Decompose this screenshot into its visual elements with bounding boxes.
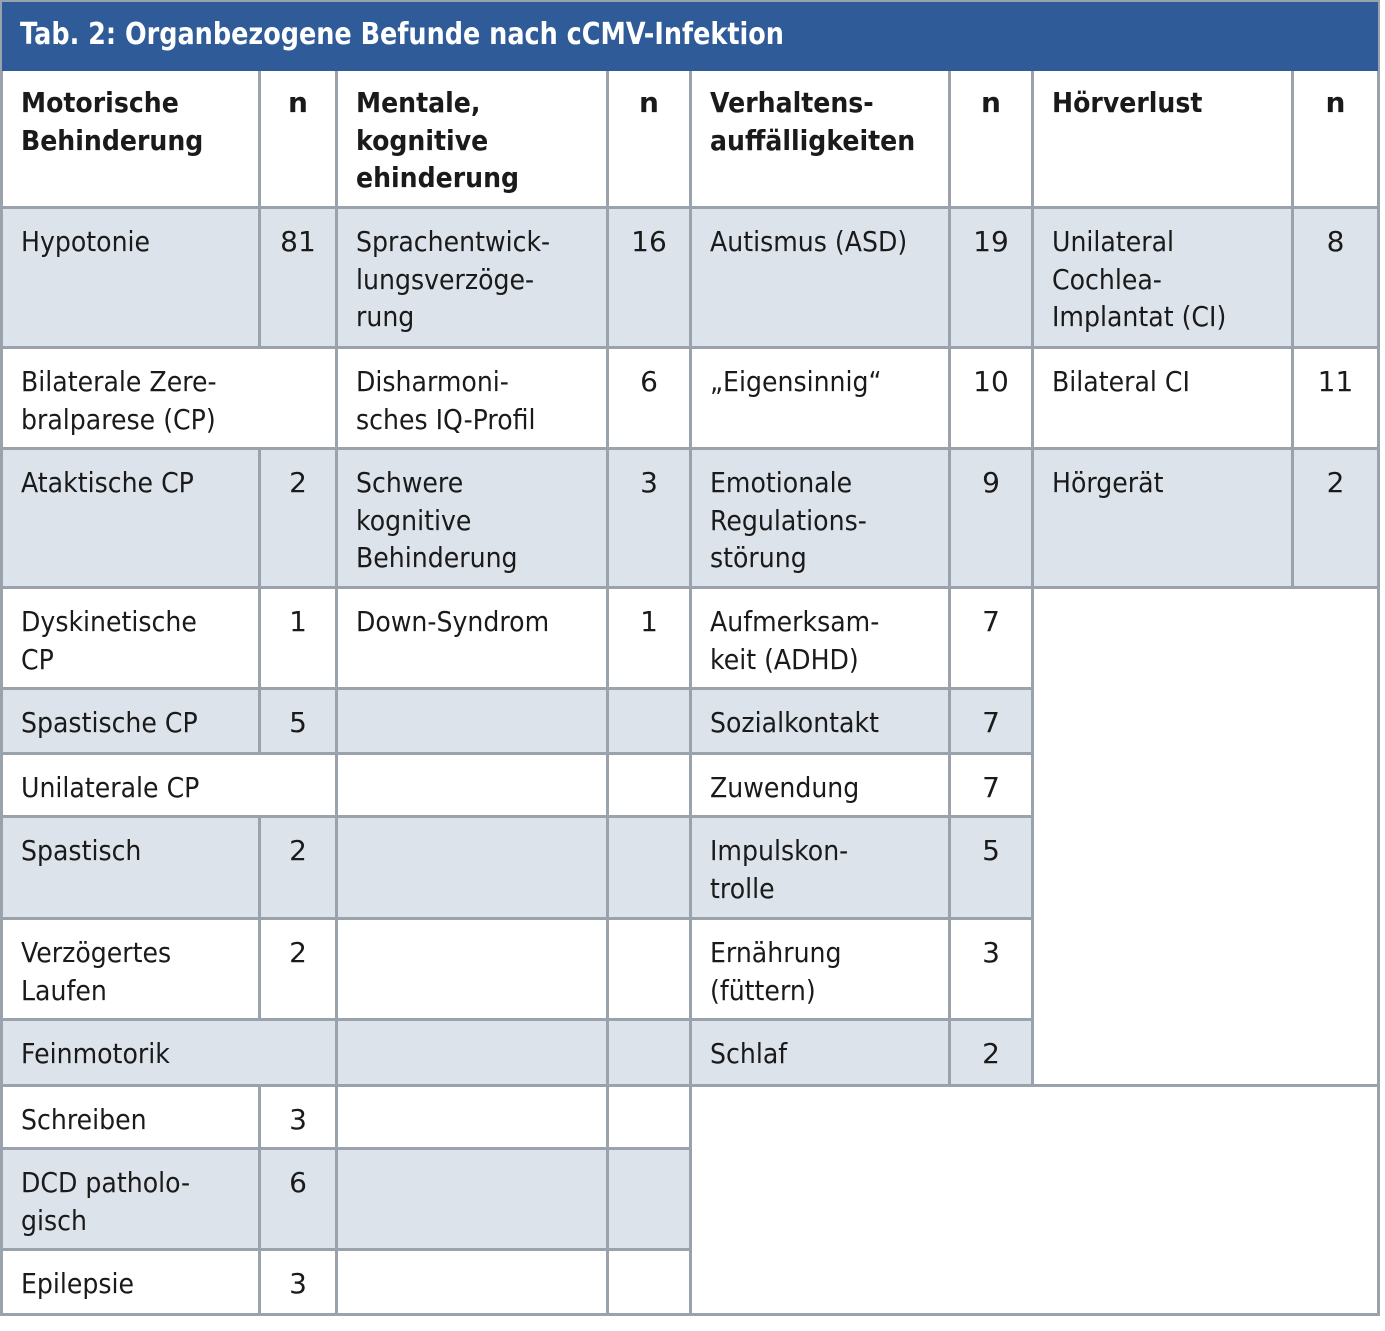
- mental-empty-n-cell: [609, 1150, 692, 1251]
- mental-row-n-text: 3: [640, 466, 658, 499]
- motor-row-n: [261, 818, 338, 920]
- hearing-row-label-text: Hörgerät: [1052, 466, 1164, 499]
- motor-row-n-text: 3: [289, 1267, 307, 1300]
- behav-row-label: [692, 755, 951, 818]
- motor-row-label: [0, 1021, 338, 1087]
- hearing-row-n-text: 2: [1326, 466, 1345, 499]
- motor-row-label: [0, 920, 261, 1021]
- mental-row-label-text: Sprachentwick- lungsverzöge- rung: [356, 225, 551, 333]
- mental-row-label: [338, 589, 609, 690]
- mental-empty-cell: [338, 755, 609, 818]
- behav-row-label: [692, 690, 951, 755]
- motor-row-n: [261, 1251, 338, 1316]
- motor-row-n: [261, 589, 338, 690]
- mental-empty-cell: [338, 1251, 609, 1316]
- behav-row-n-text: 3: [982, 936, 1000, 969]
- behav-row-n-text: 5: [982, 834, 1000, 867]
- motor-row-label-text: Dyskinetische CP: [21, 605, 197, 676]
- mental-row-label-text: Down-Syndrom: [356, 605, 550, 638]
- motor-row-label: [0, 755, 338, 818]
- motor-row-label: [0, 209, 261, 349]
- motor-row-n: [261, 1087, 338, 1150]
- behav-row-label-text: Sozialkontakt: [710, 706, 879, 739]
- motor-row-label: [0, 589, 261, 690]
- behav-row-n: [951, 589, 1034, 690]
- header-mental-text: Mentale, kognitive ehinderung: [356, 86, 520, 194]
- mental-empty-cell: [338, 1087, 609, 1150]
- hearing-row-n: [1294, 209, 1380, 349]
- mental-row-n: [609, 209, 692, 349]
- motor-row-n-text: 3: [289, 1103, 307, 1136]
- header-mental-n: [609, 71, 692, 209]
- header-behav-n-text: n: [981, 86, 1001, 119]
- motor-row-label-text: Epilepsie: [21, 1267, 135, 1300]
- motor-row-n-text: 2: [289, 466, 307, 499]
- motor-row-label-text: Unilaterale CP: [21, 771, 200, 804]
- mental-row-n: [609, 589, 692, 690]
- motor-row-n-text: 2: [289, 834, 307, 867]
- behav-row-label: [692, 589, 951, 690]
- behav-row-label: [692, 450, 951, 589]
- behav-row-n-text: 7: [982, 706, 1000, 739]
- motor-row-n-text: 2: [289, 936, 307, 969]
- behav-row-label-text: Emotionale Regulations- störung: [710, 466, 867, 574]
- mental-empty-cell: [338, 920, 609, 1021]
- mental-empty-n-cell: [609, 1021, 692, 1087]
- motor-row-n: [261, 920, 338, 1021]
- mental-row-label: [338, 349, 609, 450]
- behav-row-label: [692, 1021, 951, 1087]
- motor-row-label: [0, 450, 261, 589]
- hearing-row-label-text: Unilateral Cochlea- Implantat (CI): [1052, 225, 1227, 333]
- motor-row-label: [0, 690, 261, 755]
- mental-empty-cell: [338, 690, 609, 755]
- motor-row-n: [261, 209, 338, 349]
- hearing-row-label-text: Bilateral CI: [1052, 365, 1190, 398]
- mental-empty-n-cell: [609, 920, 692, 1021]
- mental-empty-n-cell: [609, 1251, 692, 1316]
- motor-row-label: [0, 1087, 261, 1150]
- motor-row-label-text: Hypotonie: [21, 225, 151, 258]
- motor-row-label-text: Ataktische CP: [21, 466, 194, 499]
- behav-row-label-text: Zuwendung: [710, 771, 860, 804]
- header-hearing-text: Hörverlust: [1052, 86, 1203, 119]
- motor-row-label: [0, 818, 261, 920]
- behav-row-n: [951, 818, 1034, 920]
- behav-row-label: [692, 920, 951, 1021]
- mental-empty-n-cell: [609, 818, 692, 920]
- header-hearing-n-text: n: [1325, 86, 1346, 119]
- motor-row-label-text: Feinmotorik: [21, 1037, 170, 1070]
- table-title: Tab. 2: Organbezogene Befunde nach cCMV-Infektion: [20, 17, 784, 52]
- mental-row-n-text: 16: [631, 225, 667, 258]
- hearing-row-label: [1034, 450, 1294, 589]
- behav-row-label-text: Autismus (ASD): [710, 225, 908, 258]
- motor-row-label: [0, 1251, 261, 1316]
- motor-row-n-text: 6: [289, 1166, 307, 1199]
- motor-row-n-text: 81: [280, 225, 316, 258]
- motor-row-n: [261, 450, 338, 589]
- mental-row-label-text: Schwere kognitive Behinderung: [356, 466, 518, 574]
- behav-row-label: [692, 349, 951, 450]
- behav-row-n-text: 19: [973, 225, 1009, 258]
- behav-row-label-text: Impulskon- trolle: [710, 834, 849, 905]
- motor-row-label-text: Spastisch: [21, 834, 142, 867]
- behav-row-n: [951, 209, 1034, 349]
- behav-row-n: [951, 349, 1034, 450]
- header-hearing-n: [1294, 71, 1380, 209]
- motor-row-n: [261, 1150, 338, 1251]
- hearing-row-n-text: 8: [1326, 225, 1345, 258]
- mental-row-n: [609, 450, 692, 589]
- behav-row-n: [951, 450, 1034, 589]
- mental-row-n-text: 6: [640, 365, 658, 398]
- motor-row-label: [0, 349, 338, 450]
- mental-row-n: [609, 349, 692, 450]
- hearing-row-label: [1034, 209, 1294, 349]
- hearing-row-n: [1294, 349, 1380, 450]
- header-behav: [692, 71, 951, 209]
- header-motor-text: Motorische Behinderung: [21, 86, 204, 157]
- mental-empty-n-cell: [609, 755, 692, 818]
- mental-row-label: [338, 209, 609, 349]
- behav-row-n: [951, 920, 1034, 1021]
- behav-row-label: [692, 818, 951, 920]
- mental-empty-n-cell: [609, 1087, 692, 1150]
- motor-row-label-text: Spastische CP: [21, 706, 198, 739]
- mental-empty-cell: [338, 1150, 609, 1251]
- behav-row-n-text: 7: [982, 771, 1000, 804]
- behav-row-n-text: 7: [982, 605, 1000, 638]
- behav-row-n: [951, 1021, 1034, 1087]
- blank-area-bottom: [692, 1087, 1380, 1316]
- behav-row-label-text: Aufmerksam- keit (ADHD): [710, 605, 880, 676]
- hearing-row-n-text: 11: [1317, 365, 1354, 398]
- mental-row-label-text: Disharmoni- sches IQ-Profil: [356, 365, 536, 436]
- motor-row-label-text: Verzögertes Laufen: [21, 936, 172, 1007]
- behav-row-label: [692, 209, 951, 349]
- motor-row-label-text: Schreiben: [21, 1103, 147, 1136]
- header-motor-n: [261, 71, 338, 209]
- header-motor-n-text: n: [288, 86, 308, 119]
- behav-row-label-text: „Eigensinnig“: [710, 365, 882, 398]
- behav-row-n: [951, 755, 1034, 818]
- behav-row-n-text: 2: [982, 1037, 1000, 1070]
- header-behav-n: [951, 71, 1034, 209]
- mental-empty-cell: [338, 1021, 609, 1087]
- blank-area-right: [1034, 589, 1380, 1087]
- motor-row-n: [261, 690, 338, 755]
- mental-empty-n-cell: [609, 690, 692, 755]
- header-motor: [0, 71, 261, 209]
- motor-row-label-text: Bilaterale Zere- bralparese (CP): [21, 365, 217, 436]
- header-mental: [338, 71, 609, 209]
- mental-row-label: [338, 450, 609, 589]
- header-behav-text: Verhaltens- auffälligkeiten: [710, 86, 916, 157]
- motor-row-label: [0, 1150, 261, 1251]
- hearing-row-n: [1294, 450, 1380, 589]
- mental-row-n-text: 1: [640, 605, 658, 638]
- behav-row-n: [951, 690, 1034, 755]
- hearing-row-label: [1034, 349, 1294, 450]
- behav-row-label-text: Ernährung (füttern): [710, 936, 842, 1007]
- header-hearing: [1034, 71, 1294, 209]
- header-mental-n-text: n: [639, 86, 659, 119]
- table-title-bar: [0, 0, 1380, 71]
- behav-row-n-text: 10: [973, 365, 1009, 398]
- motor-row-label-text: DCD patholo- gisch: [21, 1166, 191, 1237]
- mental-empty-cell: [338, 818, 609, 920]
- motor-row-n-text: 1: [289, 605, 307, 638]
- behav-row-label-text: Schlaf: [710, 1037, 788, 1070]
- motor-row-n-text: 5: [289, 706, 307, 739]
- behav-row-n-text: 9: [982, 466, 1000, 499]
